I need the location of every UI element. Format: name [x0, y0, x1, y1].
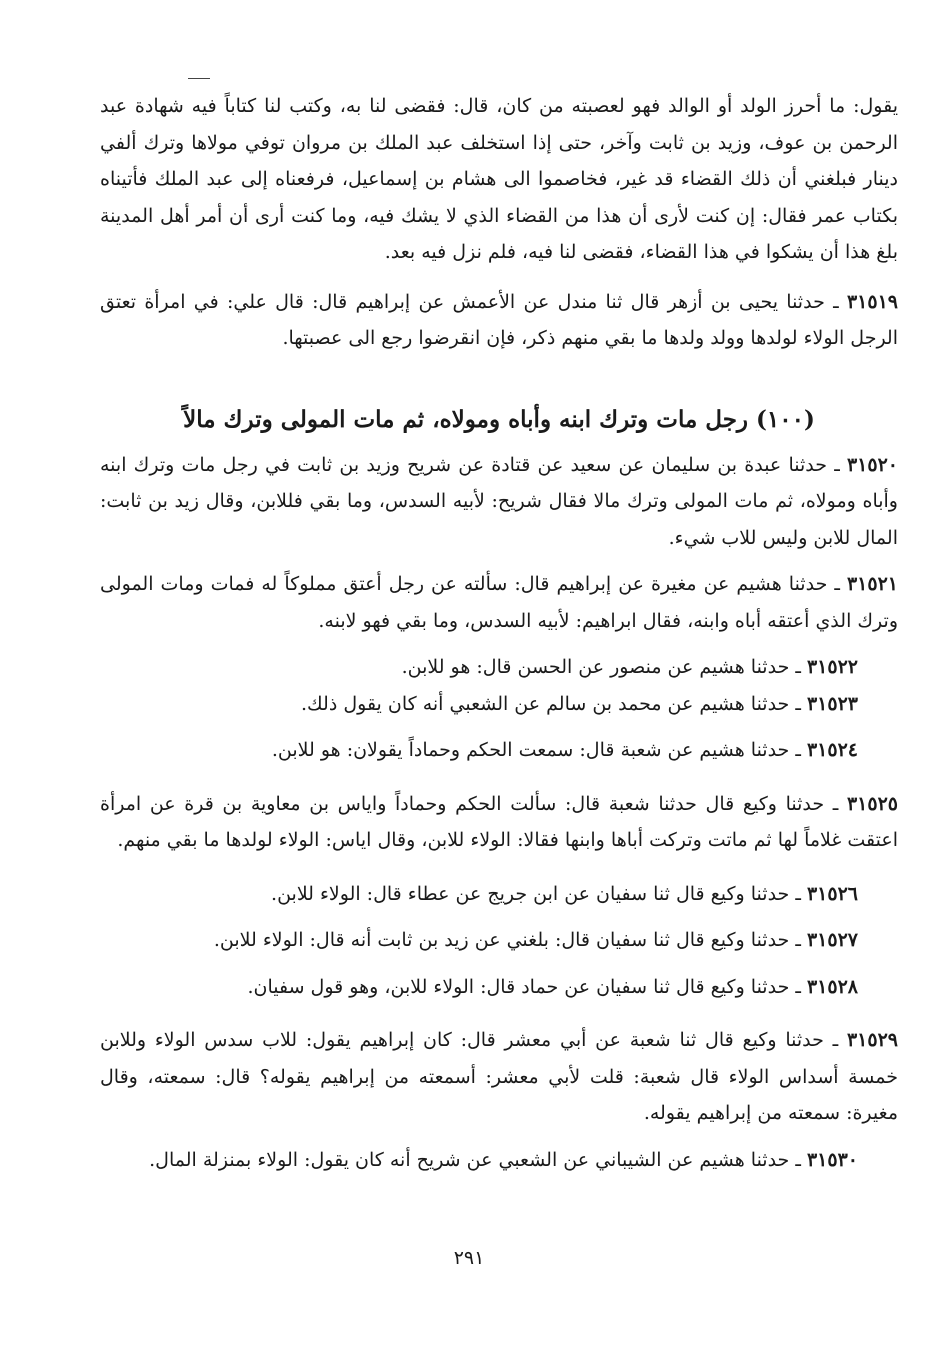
entry-31524: ٣١٥٢٤ ـ حدثنا هشيم عن شعبة قال: سمعت الحكم وحماداً يقولان: هو للابن. — [271, 739, 858, 761]
entry-text: حدثنا عبدة بن سليمان عن سعيد عن قتادة عن شريح وزيد بن ثابت في رجل مات وترك ابنه وأباه ومولاه، ثم مات المولى وترك مالا فقال شريح: لأبيه السدس، وما بقي فللابن، وقال زيد بن ثابت: المال للابن وليس للاب شيء. — [100, 453, 898, 549]
entry-text: حدثنا وكيع قال ثنا سفيان عن حماد قال: الولاء للابن، وهو قول سفيان. — [247, 975, 790, 998]
entry-number: ٣١٥٢٠ — [846, 453, 898, 476]
entry-number: ٣١٥٢٨ — [806, 975, 858, 998]
entry-31519: ٣١٥١٩ ـ حدثنا يحيى بن أزهر قال ثنا مندل عن الأعمش عن إبراهيم قال: قال علي: في امرأة تعتق الرجل الولاء لولدها وولد ولدها ما بقي منهم ذكر، فإن انقرضوا رجع الى عصبتها. — [100, 290, 898, 349]
entry-31526: ٣١٥٢٦ ـ حدثنا وكيع قال ثنا سفيان عن ابن جريج عن عطاء قال: الولاء للابن. — [271, 882, 858, 905]
entry-number: ٣١٥٢٦ — [806, 882, 858, 905]
entry-number: ٣١٥٢٥ — [846, 792, 898, 815]
entry-31530: ٣١٥٣٠ ـ حدثنا هشيم عن الشيباني عن الشعبي عن شريح أنه كان يقول: الولاء بمنزلة المال. — [149, 1148, 858, 1171]
entry-text: حدثنا وكيع قال ثنا سفيان عن ابن جريج عن عطاء قال: الولاء للابن. — [271, 882, 790, 905]
entry-text: حدثنا هشيم عن منصور عن الحسن قال: هو للابن. — [401, 656, 790, 678]
entry-31522: ٣١٥٢٢ ـ حدثنا هشيم عن منصور عن الحسن قال: هو للابن. — [401, 656, 858, 678]
entry-text: حدثنا وكيع قال حدثنا شعبة قال: سألت الحكم وحماداً واياس بن معاوية بن قرة عن امرأة اعتقت غلاماً لها ثم ماتت وتركت أباها وابنها فقالا: الولاء للابن، وقال اياس: الولاء لولدها ما بقي منهم. — [100, 792, 898, 851]
entry-text: حدثنا هشيم عن شعبة قال: سمعت الحكم وحماداً يقولان: هو للابن. — [271, 739, 790, 761]
entry-text: حدثنا هشيم عن مغيرة عن إبراهيم قال: سألته عن رجل أعتق مملوكاً له فمات ومات المولى وترك الذي أعتقه أباه وابنه، فقال ابراهيم: لأبيه السدس، وما بقي فهو لابنه. — [100, 573, 898, 632]
entry-31520: ٣١٥٢٠ ـ حدثنا عبدة بن سليمان عن سعيد عن قتادة عن شريح وزيد بن ثابت في رجل مات وترك ابنه وأباه ومولاه، ثم مات المولى وترك مالا فقال شريح: لأبيه السدس، وما بقي فللابن، وقال زيد بن ثابت: المال للابن وليس للاب شيء. — [100, 453, 898, 549]
entry-text: حدثنا هشيم عن محمد بن سالم عن الشعبي أنه كان يقول ذلك. — [300, 692, 790, 715]
entry-text: حدثنا وكيع قال ثنا سفيان قال: بلغني عن زيد بن ثابت أنه قال: الولاء للابن. — [213, 929, 790, 951]
entry-number: ٣١٥٢٣ — [806, 692, 858, 715]
entry-text: حدثنا يحيى بن أزهر قال ثنا مندل عن الأعمش عن إبراهيم قال: قال علي: في امرأة تعتق الرجل الولاء لولدها وولد ولدها ما بقي منهم ذكر، فإن انقرضوا رجع الى عصبتها. — [100, 290, 898, 349]
entry-31521: ٣١٥٢١ ـ حدثنا هشيم عن مغيرة عن إبراهيم قال: سألته عن رجل أعتق مملوكاً له فمات ومات المولى وترك الذي أعتقه أباه وابنه، فقال ابراهيم: لأبيه السدس، وما بقي فهو لابنه. — [100, 573, 898, 632]
page-body — [100, 88, 898, 1178]
entry-31528: ٣١٥٢٨ ـ حدثنا وكيع قال ثنا سفيان عن حماد قال: الولاء للابن، وهو قول سفيان. — [247, 975, 858, 998]
entry-number: ٣١٥٢٤ — [806, 739, 858, 761]
top-rule — [188, 78, 210, 79]
entry-number: ٣١٥٣٠ — [806, 1148, 858, 1171]
entry-text: حدثنا هشيم عن الشيباني عن الشعبي عن شريح أنه كان يقول: الولاء بمنزلة المال. — [149, 1148, 790, 1171]
entry-text: حدثنا وكيع قال ثنا شعبة عن أبي معشر قال: كان إبراهيم يقول: للاب سدس الولاء وللابن خمسة أسداس الولاء قال شعبة: قلت لأبي معشر: أسمعته من إبراهيم يقوله؟ قال: سمعته، وقال مغيرة: سمعته من إبراهيم يقوله. — [100, 1029, 898, 1124]
entry-number: ٣١٥٢١ — [846, 573, 898, 595]
entry-number: ٣١٥١٩ — [846, 290, 898, 313]
page-number: ٢٩١ — [453, 1247, 485, 1269]
entry-31527: ٣١٥٢٧ ـ حدثنا وكيع قال ثنا سفيان قال: بلغني عن زيد بن ثابت أنه قال: الولاء للابن. — [213, 929, 858, 951]
intro-paragraph: يقول: ما أحرز الولد أو الوالد فهو لعصبته من كان، قال: فقضى لنا به، وكتب لنا كتاباً فيه شهادة عبد الرحمن بن عوف، وزيد بن ثابت وآخر، حتى إذا استخلف عبد الملك بن مروان توفي مولاها وترك ألفي دينار فبلغني أن ذلك القضاء قد غير، فخاصموا الى هشام بن إسماعيل، فرفعناه إلى عبد الملك فأتيناه بكتاب عمر فقال: إن كنت لأرى أن هذا من القضاء الذي لا يشك فيه، وما كنت أرى أن أمر أهل المدينة بلغ هذا أن يشكوا في هذا القضاء، فقضى لنا فيه، فلم نزل فيه بعد. — [100, 95, 898, 263]
entry-31529: ٣١٥٢٩ ـ حدثنا وكيع قال ثنا شعبة عن أبي معشر قال: كان إبراهيم يقول: للاب سدس الولاء وللابن خمسة أسداس الولاء قال شعبة: قلت لأبي معشر: أسمعته من إبراهيم يقوله؟ قال: سمعته، وقال مغيرة: سمعته من إبراهيم يقوله. — [100, 1029, 898, 1124]
entry-number: ٣١٥٢٧ — [806, 929, 858, 951]
section-heading: (١٠٠) رجل مات وترك ابنه وأباه ومولاه، ثم مات المولى وترك مالاً — [183, 405, 815, 433]
entry-number: ٣١٥٢٢ — [806, 656, 858, 678]
entry-number: ٣١٥٢٩ — [846, 1029, 898, 1051]
entry-31525: ٣١٥٢٥ ـ حدثنا وكيع قال حدثنا شعبة قال: سألت الحكم وحماداً واياس بن معاوية بن قرة عن امرأة اعتقت غلاماً لها ثم ماتت وتركت أباها وابنها فقالا: الولاء للابن، وقال اياس: الولاء لولدها ما بقي منهم. — [100, 792, 898, 851]
entry-31523: ٣١٥٢٣ ـ حدثنا هشيم عن محمد بن سالم عن الشعبي أنه كان يقول ذلك. — [300, 692, 858, 715]
